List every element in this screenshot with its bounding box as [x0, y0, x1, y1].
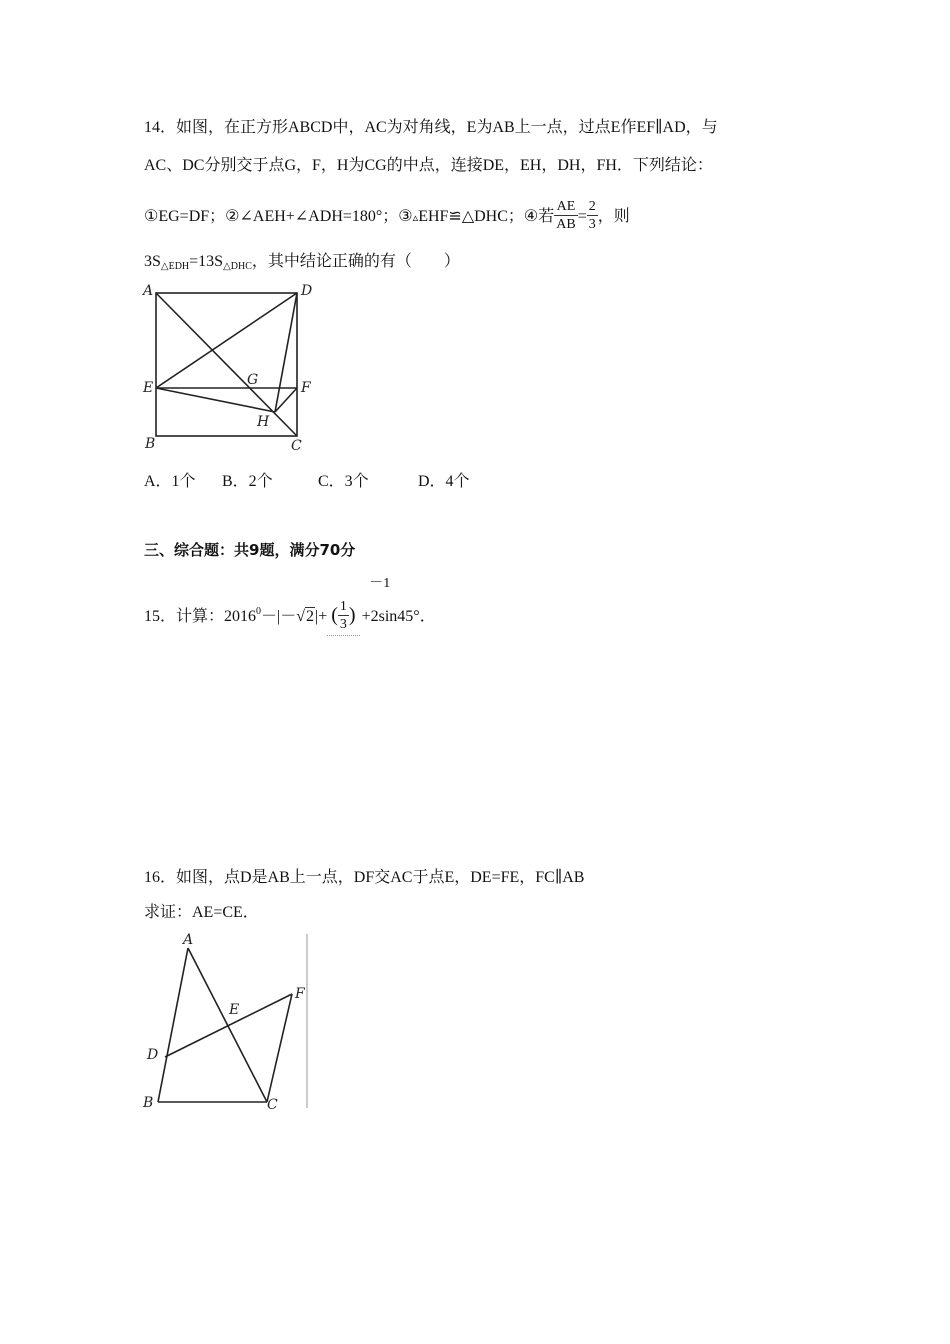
fraction-two-thirds — [587, 198, 598, 233]
option-c[interactable]: C．3个 — [318, 473, 369, 490]
segment-ab — [158, 948, 188, 1102]
equals-sign: = — [577, 208, 587, 226]
label-c: C — [291, 438, 302, 454]
q15-suffix: +2sin45°． — [361, 608, 436, 626]
q14-line-4-part-c: ，其中结论正确的有（ ） — [251, 253, 460, 270]
q14-line-2: AC、DC分别交于点G，F，H为CG的中点，连接DE，EH，DH，FH．下列结论： — [144, 157, 713, 174]
q14-line-1: 14．如图，在正方形ABCD中，AC为对角线，E为AB上一点，过点E作EF∥AD，与 — [144, 119, 718, 136]
option-b[interactable]: B．2个 — [222, 473, 273, 490]
label-b: B — [145, 436, 156, 452]
paren-open: ( — [331, 604, 338, 627]
q14-line-3-part-a: ①EG=DF；②∠AEH+∠ADH=180°；③ — [144, 208, 413, 226]
label-e: E — [143, 380, 154, 396]
sqrt-argument: 2 — [306, 608, 315, 626]
fraction-numerator: AE — [554, 198, 577, 216]
segment-eh — [156, 388, 275, 412]
q14-figure — [140, 280, 320, 456]
segment-ac — [188, 948, 267, 1102]
q14-line-4 — [144, 252, 460, 277]
label-f: F — [301, 380, 311, 396]
abs-close-plus: |+ — [315, 608, 328, 626]
q16-line-1: 16．如图，点D是AB上一点，DF交AC于点E，DE=FE，FC∥AB — [144, 869, 585, 886]
section-3-title: 三、综合题：共9题，满分70分 — [144, 541, 356, 559]
label-a: A — [183, 932, 194, 948]
label-d: D — [301, 283, 313, 299]
label-h: H — [257, 414, 270, 430]
q14-line-4-part-a: 3S — [144, 253, 161, 270]
subscript-edh: △EDH — [160, 261, 190, 272]
q14-line-3-part-c: ，则 — [597, 208, 630, 226]
q14-line-4-part-b: =13S — [189, 253, 224, 270]
fraction-numerator: 1 — [339, 599, 347, 614]
segment-dh — [275, 293, 297, 412]
label-c: C — [267, 1097, 278, 1113]
q16-figure — [140, 930, 316, 1114]
subscript-dhc: △DHC — [223, 261, 252, 272]
option-a[interactable]: A．1个 — [144, 473, 196, 490]
label-f: F — [295, 986, 305, 1002]
segment-de — [156, 293, 297, 388]
q14-options — [144, 472, 470, 492]
q14-line-3-part-b: EHF≌△DHC；④若 — [418, 208, 555, 226]
segment-fc — [267, 994, 292, 1102]
fraction-ae-ab — [554, 198, 577, 233]
label-d: D — [147, 1047, 159, 1063]
minus-abs-open: －|－ — [261, 608, 297, 626]
fraction-denominator: AB — [556, 217, 576, 232]
sqrt-sign: √ — [296, 608, 306, 626]
option-d[interactable]: D．4个 — [418, 473, 470, 490]
label-b: B — [143, 1095, 154, 1111]
fraction-denominator: 3 — [588, 217, 596, 232]
label-g: G — [247, 372, 259, 388]
exponent-minus-one: －1 — [369, 576, 391, 591]
q14-line-3 — [144, 200, 630, 235]
diagonal-ac — [156, 293, 297, 436]
label-a: A — [143, 283, 154, 299]
label-e: E — [229, 1002, 240, 1018]
fraction-numerator: 2 — [588, 199, 596, 214]
triangle-symbol: ▵ — [412, 212, 419, 225]
q15-expression — [144, 576, 436, 636]
q16-line-2: 求证：AE=CE． — [144, 904, 259, 921]
power-term — [327, 576, 391, 636]
q15-prefix: 15．计算：2016 — [144, 608, 257, 626]
fraction-one-third — [338, 598, 349, 633]
fraction-denominator: 3 — [339, 617, 347, 632]
paren-close: ) — [348, 604, 356, 627]
superscript-zero: 0 — [256, 606, 262, 618]
